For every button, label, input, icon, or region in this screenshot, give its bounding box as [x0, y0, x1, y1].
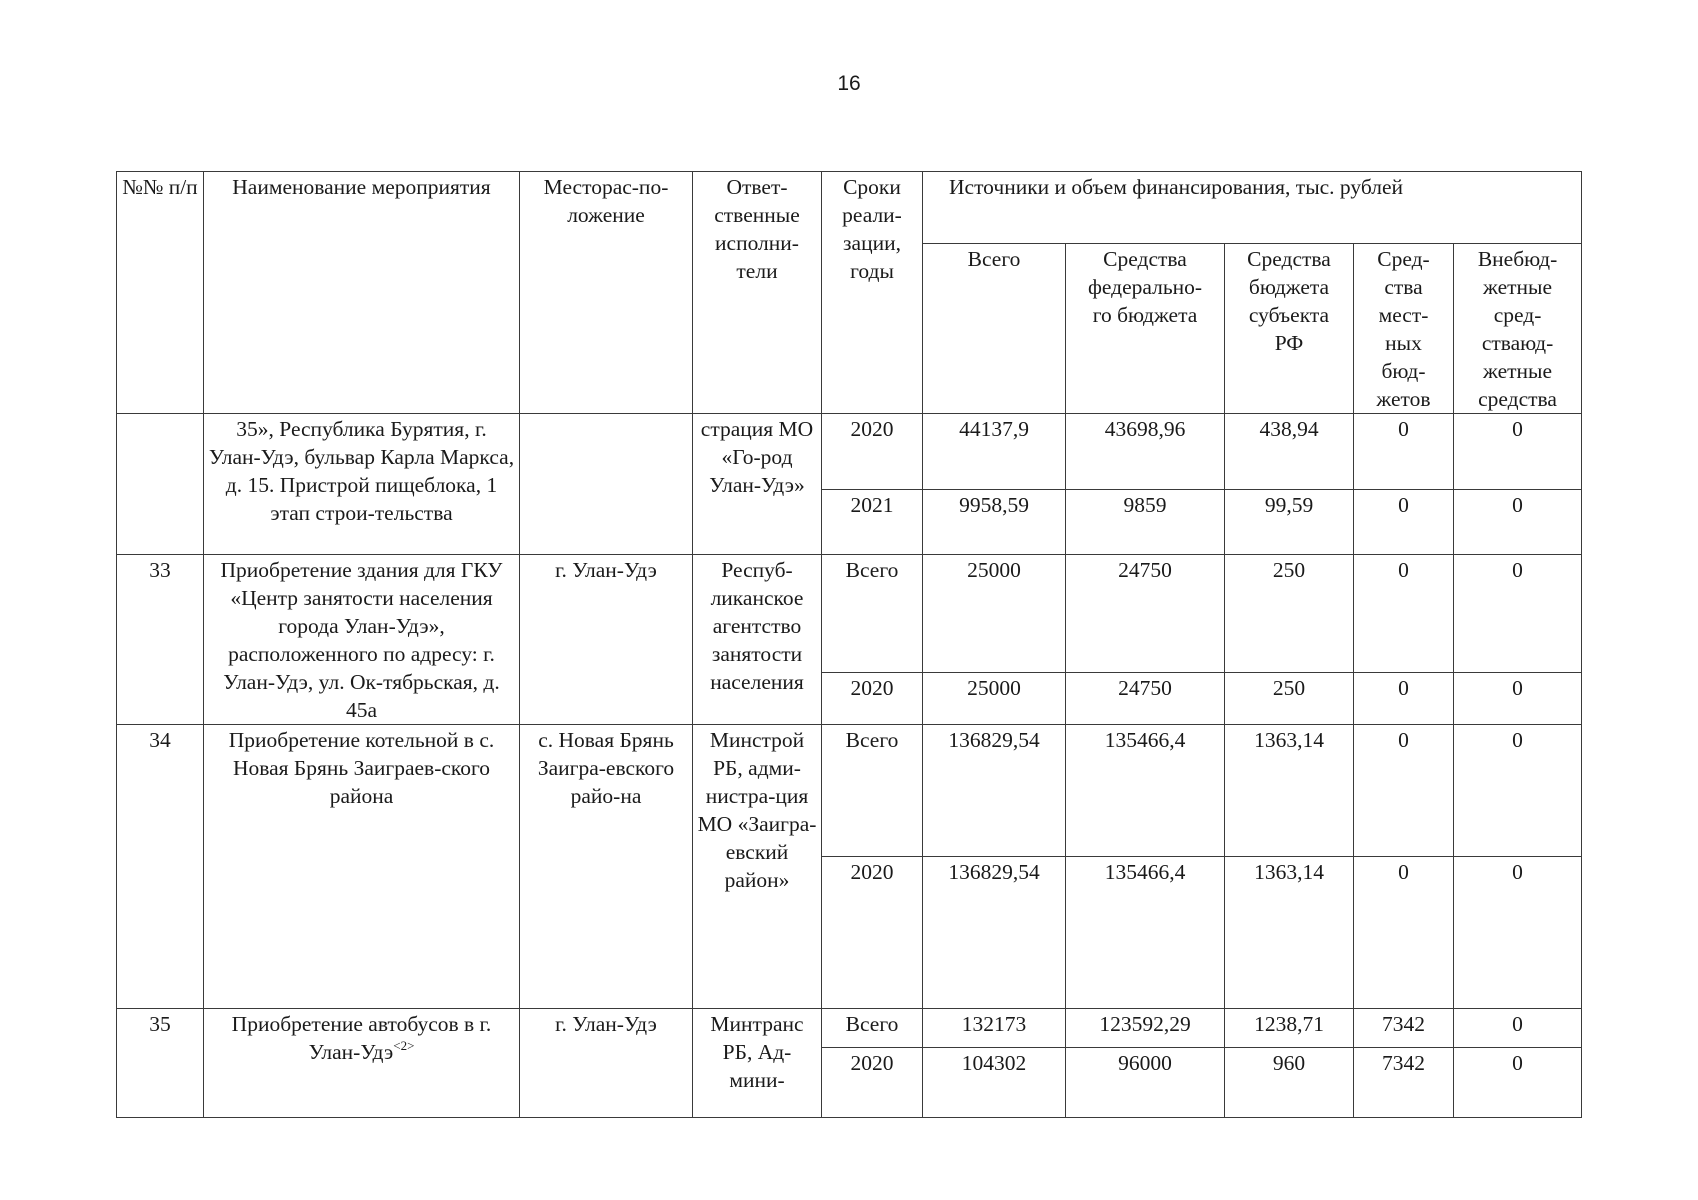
cell-regional: 250	[1225, 673, 1354, 725]
row-name: Приобретение котельной в с. Новая Брянь Заиграев-ского района	[204, 725, 520, 1009]
header-extrabudget: Внебюд- жетные сред- стваюд- жетные средства	[1454, 244, 1582, 414]
cell-total: 136829,54	[923, 857, 1066, 1009]
row-location: г. Улан-Удэ	[520, 555, 693, 725]
row-num: 34	[117, 725, 204, 1009]
cell-regional: 438,94	[1225, 414, 1354, 490]
header-num: №№ п/п	[117, 172, 204, 414]
header-name: Наименование мероприятия	[204, 172, 520, 414]
cell-federal: 135466,4	[1066, 857, 1225, 1009]
table-row	[117, 725, 1582, 857]
cell-total: 104302	[923, 1048, 1066, 1118]
cell-extrabudget: 0	[1454, 414, 1582, 490]
row-responsible: Минтранс РБ, Ад-мини-	[693, 1009, 822, 1118]
header-local: Сред- ства мест- ных бюд- жетов	[1354, 244, 1454, 414]
header-funding-group: Источники и объем финансирования, тыс. рублей	[923, 172, 1582, 244]
cell-federal: 24750	[1066, 673, 1225, 725]
cell-federal: 135466,4	[1066, 725, 1225, 857]
cell-federal: 123592,29	[1066, 1009, 1225, 1048]
cell-extrabudget: 0	[1454, 725, 1582, 857]
cell-period: Всего	[822, 555, 923, 673]
cell-total: 9958,59	[923, 490, 1066, 555]
row-name: Приобретение здания для ГКУ «Центр занятости населения города Улан-Удэ», расположенного по адресу: г. Улан-Удэ, ул. Ок-тябрьская, д. 45а	[204, 555, 520, 725]
cell-period: 2020	[822, 1048, 923, 1118]
cell-federal: 43698,96	[1066, 414, 1225, 490]
row-location	[520, 414, 693, 555]
cell-period: 2020	[822, 857, 923, 1009]
row-name: 35», Республика Бурятия, г. Улан-Удэ, бульвар Карла Маркса, д. 15. Пристрой пищеблока, 1 этап строи-тельства	[204, 414, 520, 555]
cell-total: 25000	[923, 673, 1066, 725]
cell-local: 0	[1354, 490, 1454, 555]
header-responsible: Ответ- ственные исполни- тели	[693, 172, 822, 414]
header-federal: Средства федерально- го бюджета	[1066, 244, 1225, 414]
cell-total: 44137,9	[923, 414, 1066, 490]
header-period: Сроки реали- зации, годы	[822, 172, 923, 414]
row-location: с. Новая Брянь Заигра-евского райо-на	[520, 725, 693, 1009]
row-num	[117, 414, 204, 555]
row-num: 35	[117, 1009, 204, 1118]
table-row	[117, 1009, 1582, 1048]
cell-federal: 9859	[1066, 490, 1225, 555]
funding-table	[116, 171, 1582, 1118]
cell-total: 25000	[923, 555, 1066, 673]
cell-extrabudget: 0	[1454, 673, 1582, 725]
cell-period: 2021	[822, 490, 923, 555]
header-regional: Средства бюджета субъекта РФ	[1225, 244, 1354, 414]
row-name-text: Приобретение автобусов в г. Улан-Удэ	[231, 1012, 492, 1064]
cell-total: 132173	[923, 1009, 1066, 1048]
cell-regional: 960	[1225, 1048, 1354, 1118]
row-responsible: страция МО «Го-род Улан-Удэ»	[693, 414, 822, 555]
cell-local: 7342	[1354, 1009, 1454, 1048]
cell-extrabudget: 0	[1454, 1048, 1582, 1118]
cell-local: 0	[1354, 555, 1454, 673]
cell-regional: 99,59	[1225, 490, 1354, 555]
cell-local: 0	[1354, 857, 1454, 1009]
cell-extrabudget: 0	[1454, 555, 1582, 673]
cell-extrabudget: 0	[1454, 1009, 1582, 1048]
cell-regional: 1363,14	[1225, 725, 1354, 857]
cell-extrabudget: 0	[1454, 857, 1582, 1009]
table-row	[117, 414, 1582, 490]
cell-regional: 1363,14	[1225, 857, 1354, 1009]
cell-federal: 96000	[1066, 1048, 1225, 1118]
page-number: 16	[837, 72, 861, 95]
row-num: 33	[117, 555, 204, 725]
cell-regional: 1238,71	[1225, 1009, 1354, 1048]
cell-period: 2020	[822, 673, 923, 725]
row-location: г. Улан-Удэ	[520, 1009, 693, 1118]
table-row	[117, 555, 1582, 673]
cell-period: Всего	[822, 725, 923, 857]
row-responsible: Минстрой РБ, адми-нистра-ция МО «Заигра-евский район»	[693, 725, 822, 1009]
cell-local: 0	[1354, 725, 1454, 857]
cell-regional: 250	[1225, 555, 1354, 673]
cell-local: 0	[1354, 414, 1454, 490]
cell-period: Всего	[822, 1009, 923, 1048]
footnote-ref: <2>	[393, 1038, 415, 1053]
cell-federal: 24750	[1066, 555, 1225, 673]
header-location: Месторас-по- ложение	[520, 172, 693, 414]
cell-local: 0	[1354, 673, 1454, 725]
cell-extrabudget: 0	[1454, 490, 1582, 555]
cell-period: 2020	[822, 414, 923, 490]
cell-local: 7342	[1354, 1048, 1454, 1118]
row-name	[204, 1009, 520, 1118]
header-total: Всего	[923, 244, 1066, 414]
cell-total: 136829,54	[923, 725, 1066, 857]
row-responsible: Респуб-ликанское агентство занятости населения	[693, 555, 822, 725]
